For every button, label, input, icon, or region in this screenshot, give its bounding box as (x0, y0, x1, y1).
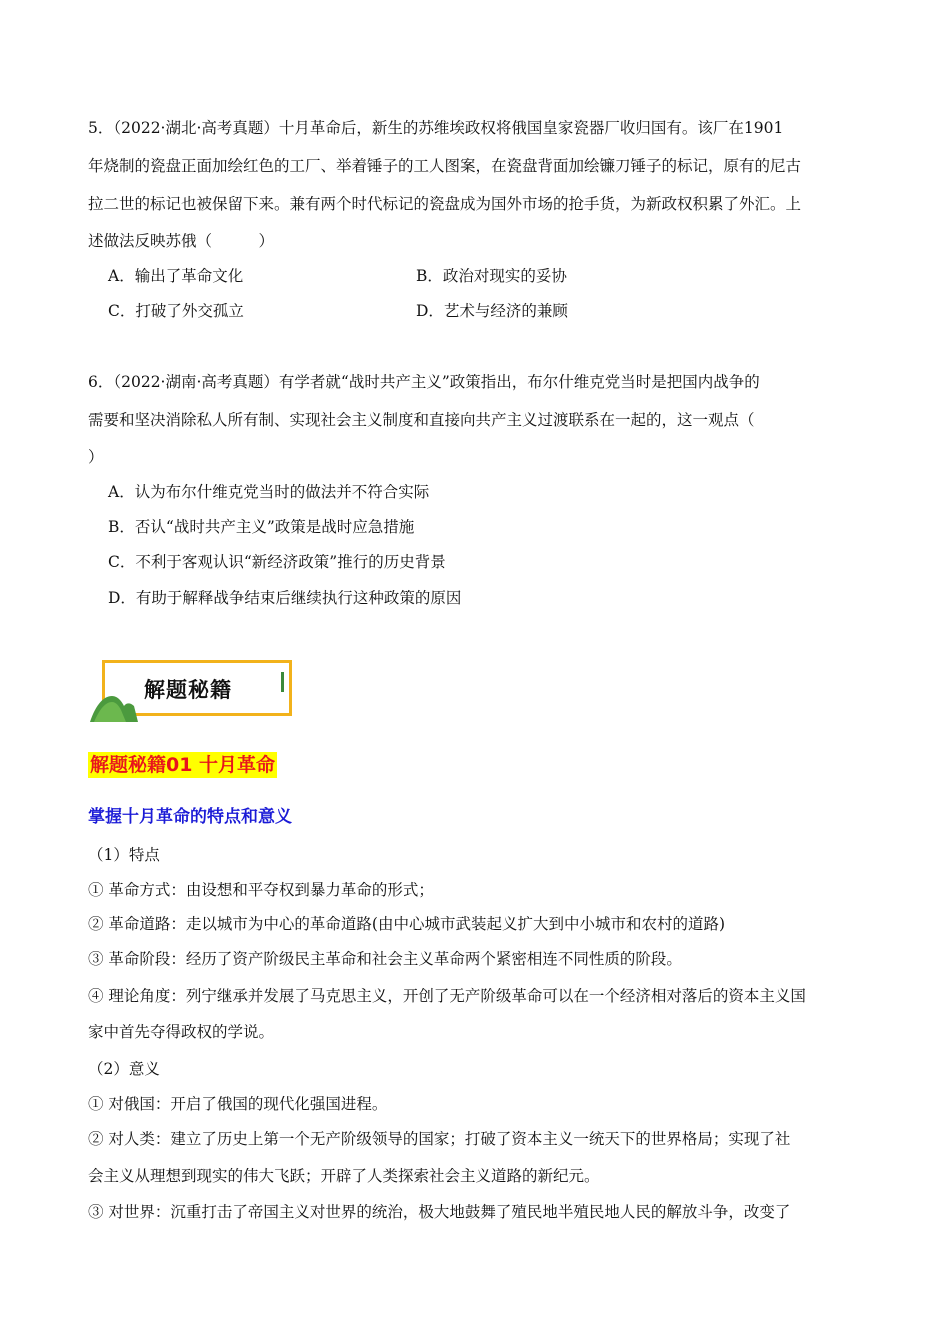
body-line-5: ④ 理论角度：列宁继承并发展了马克思主义，开创了无产阶级革命可以在一个经济相对落后的资本主义国 (88, 987, 806, 1005)
q5-option-d: D．艺术与经济的兼顾 (416, 302, 568, 320)
section-banner (90, 660, 295, 722)
q6-line-2: 需要和坚决消除私人所有制、实现社会主义制度和直接向共产主义过渡联系在一起的，这一观点（ (88, 411, 755, 429)
q6-line-3: ） (88, 448, 104, 466)
q5-line-1: 5．（2022·湖北·高考真题）十月革命后，新生的苏维埃政权将俄国皇家瓷器厂收归国有。该厂在1901 (88, 119, 784, 137)
mountain-icon (90, 690, 138, 722)
body-line-10: 会主义从理想到现实的伟大飞跃；开辟了人类探索社会主义道路的新纪元。 (88, 1167, 600, 1185)
q6-option-a: A．认为布尔什维克党当时的做法并不符合实际 (108, 483, 430, 501)
q6-option-c: C．不利于客观认识“新经济政策”推行的历史背景 (108, 553, 446, 571)
body-line-11: ③ 对世界：沉重打击了帝国主义对世界的统治，极大地鼓舞了殖民地半殖民地人民的解放斗争，改变了 (88, 1203, 791, 1221)
body-line-8: ① 对俄国：开启了俄国的现代化强国进程。 (88, 1095, 388, 1113)
q5-option-a: A．输出了革命文化 (108, 267, 244, 285)
body-line-2: ① 革命方式：由设想和平夺权到暴力革命的形式； (88, 881, 434, 899)
section-title: 解题秘籍01 十月革命 (90, 754, 276, 776)
q6-line-1: 6．（2022·湖南·高考真题）有学者就“战时共产主义”政策指出，布尔什维克党当时是把国内战争的 (88, 373, 760, 391)
q5-line-2: 年烧制的瓷盘正面加绘红色的工厂、举着锤子的工人图案，在瓷盘背面加绘镰刀锤子的标记，原有的尼古 (88, 157, 802, 175)
section-subheading: 掌握十月革命的特点和意义 (88, 807, 292, 827)
q6-option-b: B．否认“战时共产主义”政策是战时应急措施 (108, 518, 415, 536)
body-line-6: 家中首先夺得政权的学说。 (88, 1023, 275, 1041)
body-line-3: ② 革命道路：走以城市为中心的革命道路(由中心城市武装起义扩大到中小城市和农村的道路) (88, 915, 726, 933)
q5-option-c: C．打破了外交孤立 (108, 302, 244, 320)
banner-accent-bar (281, 672, 284, 692)
q6-option-d: D．有助于解释战争结束后继续执行这种政策的原因 (108, 589, 462, 607)
body-line-7: （2）意义 (88, 1060, 160, 1078)
q5-option-b: B．政治对现实的妥协 (416, 267, 567, 285)
q5-line-4: 述做法反映苏俄（ ） (88, 232, 275, 250)
banner-label: 解题秘籍 (144, 678, 232, 702)
body-line-4: ③ 革命阶段：经历了资产阶级民主革命和社会主义革命两个紧密相连不同性质的阶段。 (88, 950, 682, 968)
body-line-1: （1）特点 (88, 846, 160, 864)
q5-line-3: 拉二世的标记也被保留下来。兼有两个时代标记的瓷盘成为国外市场的抢手货，为新政权积累了外汇。上 (88, 195, 802, 213)
body-line-9: ② 对人类：建立了历史上第一个无产阶级领导的国家；打破了资本主义一统天下的世界格局；实现了社 (88, 1130, 791, 1148)
